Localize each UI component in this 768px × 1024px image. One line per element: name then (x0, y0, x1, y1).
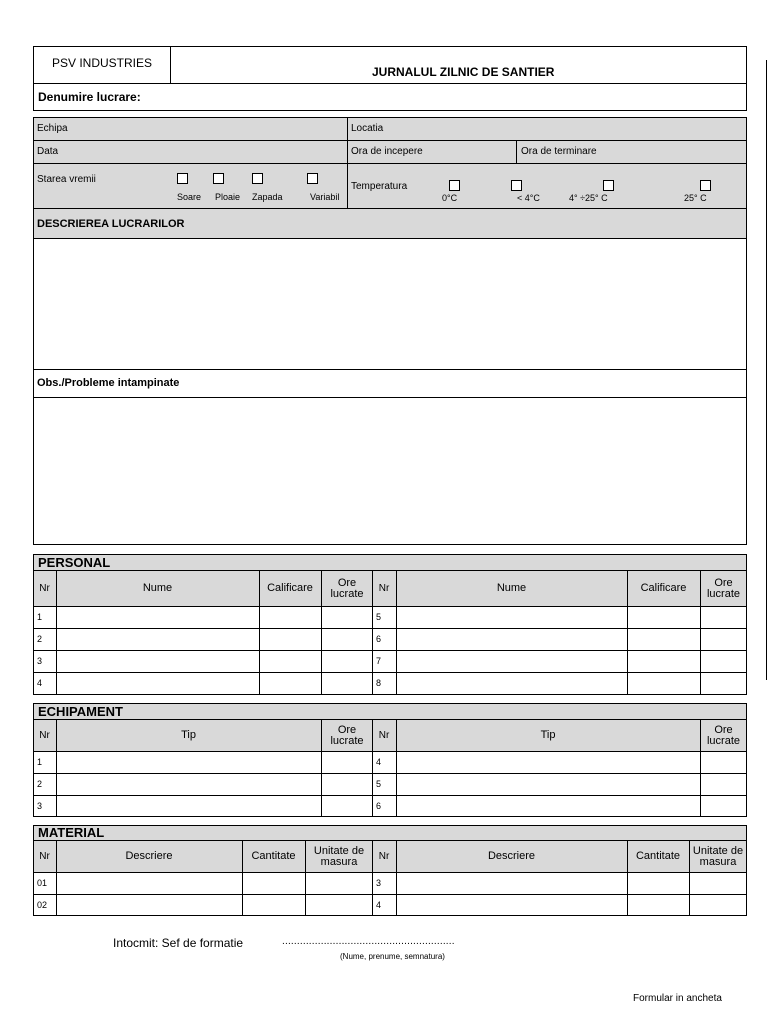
material-unitate-header-2: Unitate de masura (692, 844, 744, 868)
weather-variabil-label: Variabil (310, 192, 340, 202)
company-name: PSV INDUSTRIES (52, 56, 153, 70)
ora-terminare-label: Ora de terminare (521, 146, 597, 157)
intocmit-label: Intocmit: Sef de formatie (113, 936, 244, 950)
table-row: 4 (376, 757, 382, 767)
denumire-label: Denumire lucrare: (38, 90, 141, 104)
table-row: 4 (376, 900, 382, 910)
form-note: Formular in ancheta (633, 993, 722, 1004)
personal-nume-header-2: Nume (496, 582, 527, 594)
echipa-label: Echipa (37, 123, 68, 134)
table-row: 3 (37, 801, 43, 811)
table-row: 1 (37, 612, 43, 622)
temp-0c-label: 0°C (442, 193, 458, 203)
table-row: 4 (37, 678, 43, 688)
temp-lt4c-label: < 4°C (517, 193, 540, 203)
material-cantitate-header-2: Cantitate (635, 850, 681, 862)
echipament-ore-header-2: Ore lucrate (706, 723, 741, 747)
echipament-nr-header: Nr (39, 730, 50, 741)
material-unitate-header: Unitate de masura (313, 844, 365, 868)
table-row: 2 (37, 779, 43, 789)
descrierea-heading: DESCRIEREA LUCRARILOR (37, 218, 185, 230)
personal-nume-header: Nume (142, 582, 173, 594)
weather-ploaie-label: Ploaie (215, 192, 241, 202)
table-row: 2 (37, 634, 43, 644)
weather-ploaie-checkbox[interactable] (213, 173, 224, 184)
temp-25c-label: 25° C (684, 193, 707, 203)
material-descriere-header: Descriere (125, 850, 173, 862)
table-row: 5 (376, 612, 382, 622)
personal-nr-header: Nr (39, 583, 50, 594)
locatia-label: Locatia (351, 123, 384, 134)
margin-line (766, 60, 767, 680)
material-descriere-header-2: Descriere (487, 850, 536, 862)
obs-area[interactable] (33, 397, 747, 545)
descriere-area[interactable] (33, 238, 747, 370)
table-row: 1 (37, 757, 43, 767)
signature-line[interactable]: .......................................................... (282, 936, 455, 947)
form-title: JURNALUL ZILNIC DE SANTIER (372, 65, 555, 79)
echipament-ore-header: Ore lucrate (330, 723, 364, 747)
material-nr-header: Nr (39, 851, 50, 862)
echipament-tip-header: Tip (181, 729, 196, 741)
table-row: 6 (376, 801, 382, 811)
echipament-nr-header-2: Nr (378, 730, 390, 741)
table-row: 7 (376, 656, 382, 666)
obs-heading: Obs./Probleme intampinate (37, 377, 180, 389)
personal-nr-header-2: Nr (378, 583, 390, 594)
weather-zapada-label: Zapada (252, 192, 283, 202)
personal-title: PERSONAL (38, 555, 111, 570)
temp-4-25c-checkbox[interactable] (603, 180, 614, 191)
weather-soare-checkbox[interactable] (177, 173, 188, 184)
ora-incepere-label: Ora de incepere (351, 146, 423, 157)
echipament-tip-header-2: Tip (540, 729, 556, 741)
temp-25c-checkbox[interactable] (700, 180, 711, 191)
personal-ore-header-2: Ore lucrate (706, 576, 741, 600)
table-row: 8 (376, 678, 382, 688)
table-row: 01 (37, 878, 48, 888)
weather-variabil-checkbox[interactable] (307, 173, 318, 184)
weather-soare-label: Soare (177, 192, 202, 202)
table-row: 6 (376, 634, 382, 644)
material-nr-header-2: Nr (378, 851, 390, 862)
personal-ore-header: Ore lucrate (330, 576, 364, 600)
table-row: 3 (37, 656, 43, 666)
temp-0c-checkbox[interactable] (449, 180, 460, 191)
echipament-title: ECHIPAMENT (38, 704, 123, 719)
starea-vremii-label: Starea vremii (37, 174, 96, 185)
data-label: Data (37, 146, 59, 157)
table-row: 5 (376, 779, 382, 789)
table-row: 02 (37, 900, 48, 910)
temp-4-25c-label: 4° ÷25° C (569, 193, 608, 203)
material-title: MATERIAL (38, 825, 105, 840)
temp-lt4c-checkbox[interactable] (511, 180, 522, 191)
material-cantitate-header: Cantitate (251, 850, 296, 862)
table-row: 3 (376, 878, 382, 888)
temperatura-label: Temperatura (351, 181, 408, 192)
personal-calificare-header-2: Calificare (640, 582, 687, 594)
weather-zapada-checkbox[interactable] (252, 173, 263, 184)
signature-hint: (Nume, prenume, semnatura) (340, 952, 445, 961)
personal-calificare-header: Calificare (267, 582, 313, 594)
